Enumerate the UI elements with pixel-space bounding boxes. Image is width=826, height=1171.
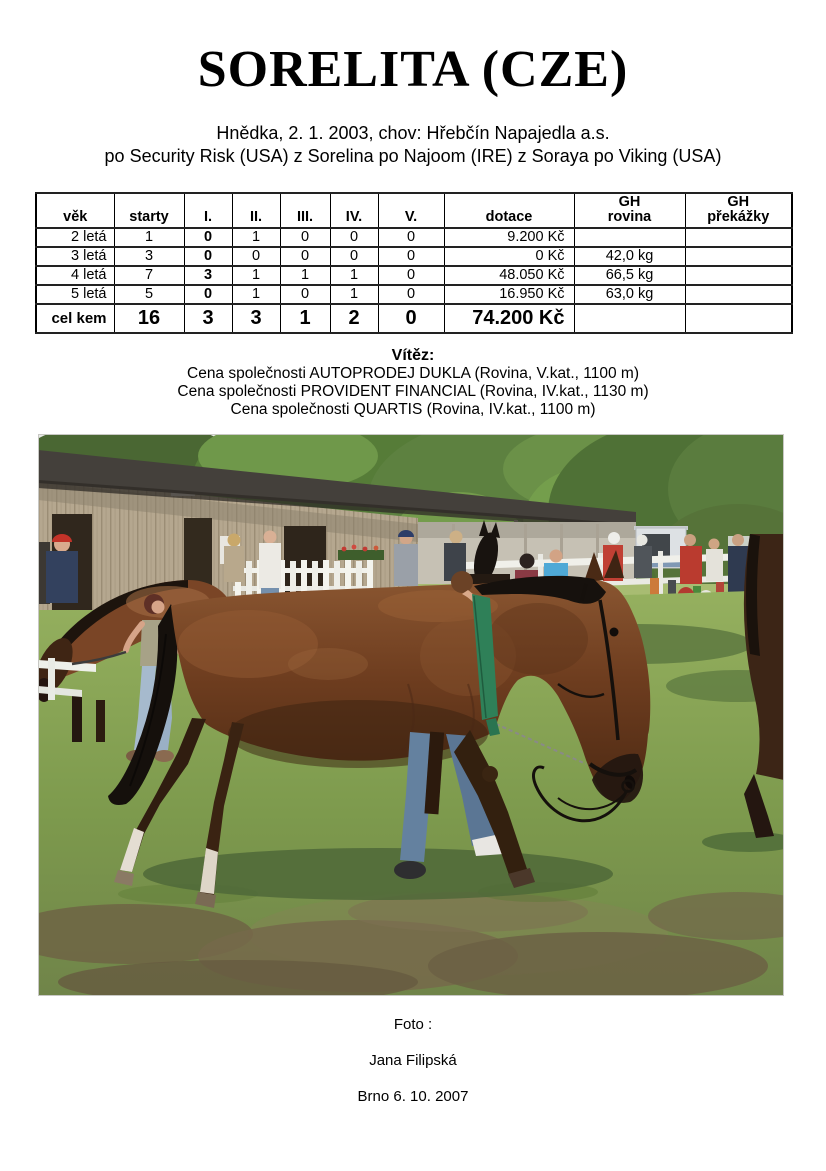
col-header-vek: věk [36, 193, 114, 228]
stats-cell: 16.950 Kč [444, 285, 574, 304]
stats-cell: 0 [378, 266, 444, 285]
stats-header-row [36, 193, 792, 228]
stats-cell: 0 [378, 285, 444, 304]
stats-cell [574, 228, 685, 247]
winner-race: Cena společnosti PROVIDENT FINANCIAL (Rovina, IV.kat., 1130 m) [177, 383, 649, 400]
col-header-dotace: dotace [444, 193, 574, 228]
pedigree-line: po Security Risk (USA) z Sorelina po Najoom (IRE) z Soraya po Viking (USA) [104, 146, 722, 166]
stats-cell: 3 [114, 247, 184, 266]
col-header-i: I. [184, 193, 232, 228]
horse-info-line: Hnědka, 2. 1. 2003, chov: Hřebčín Napajedla a.s. [216, 123, 610, 143]
stats-cell: 1 [280, 266, 330, 285]
career-stats-table [35, 192, 793, 334]
stats-cell: 7 [114, 266, 184, 285]
stats-cell: 42,0 kg [574, 247, 685, 266]
stats-cell [685, 304, 792, 333]
stats-cell: 0 [378, 304, 444, 333]
col-header-ii: II. [232, 193, 280, 228]
stats-cell: 0 [378, 228, 444, 247]
place-and-date: Brno 6. 10. 2007 [357, 1088, 469, 1105]
stats-cell: 5 [114, 285, 184, 304]
stats-cell: 2 [330, 304, 378, 333]
stats-cell: 3 [184, 266, 232, 285]
winners-section [0, 346, 826, 419]
stats-total-row [36, 304, 792, 333]
stats-cell: 1 [232, 228, 280, 247]
col-header-line2: rovina [607, 209, 652, 225]
stats-cell: 2 letá [36, 228, 114, 247]
stats-cell: 1 [232, 285, 280, 304]
stats-cell: 0 [280, 247, 330, 266]
stats-cell: 0 [280, 228, 330, 247]
stats-cell [574, 304, 685, 333]
stats-cell: 0 [280, 285, 330, 304]
stats-cell: 0 [232, 247, 280, 266]
stats-cell: 9.200 Kč [444, 228, 574, 247]
col-header-starty: starty [114, 193, 184, 228]
col-header-gh-rovina [574, 193, 685, 228]
stats-cell: 0 [184, 247, 232, 266]
stats-cell [685, 247, 792, 266]
stats-cell: 63,0 kg [574, 285, 685, 304]
col-header-gh-prekazky [685, 193, 792, 228]
stats-cell: cel kem [36, 304, 114, 333]
stats-cell: 5 letá [36, 285, 114, 304]
stats-cell: 1 [232, 266, 280, 285]
stats-cell: 66,5 kg [574, 266, 685, 285]
photo-credit-label: Foto : [393, 1016, 433, 1033]
stats-cell: 0 [184, 228, 232, 247]
stats-cell: 0 [378, 247, 444, 266]
winners-heading: Vítěz: [391, 347, 435, 364]
stats-cell [685, 285, 792, 304]
stats-cell: 0 [330, 228, 378, 247]
stats-cell: 3 letá [36, 247, 114, 266]
col-header-line2: překážky [707, 209, 770, 225]
stats-cell: 1 [330, 285, 378, 304]
stats-row-2-leta [36, 228, 792, 247]
col-header-iii: III. [280, 193, 330, 228]
stats-cell: 0 Kč [444, 247, 574, 266]
winner-race: Cena společnosti QUARTIS (Rovina, IV.kat., 1100 m) [230, 401, 596, 418]
stats-cell: 1 [280, 304, 330, 333]
winner-race: Cena společnosti AUTOPRODEJ DUKLA (Rovina, V.kat., 1100 m) [187, 365, 639, 382]
stats-cell: 1 [330, 266, 378, 285]
stats-cell: 16 [114, 304, 184, 333]
photographer-name: Jana Filipská [369, 1052, 457, 1069]
stats-cell [685, 266, 792, 285]
stats-row-3-leta [36, 247, 792, 266]
stats-cell: 3 [232, 304, 280, 333]
horse-photo [38, 434, 784, 996]
stats-cell: 4 letá [36, 266, 114, 285]
stats-cell: 0 [330, 247, 378, 266]
stats-row-4-leta [36, 266, 792, 285]
col-header-line1: GH [727, 194, 750, 210]
col-header-line1: GH [618, 194, 641, 210]
col-header-v: V. [378, 193, 444, 228]
stats-cell: 1 [114, 228, 184, 247]
stats-row-5-leta [36, 285, 792, 304]
stats-cell: 3 [184, 304, 232, 333]
col-header-iv: IV. [330, 193, 378, 228]
stats-cell: 0 [184, 285, 232, 304]
stats-cell [685, 228, 792, 247]
page-title: SORELITA (CZE) [197, 41, 629, 98]
paddock-scene [38, 434, 784, 996]
stats-cell: 74.200 Kč [444, 304, 574, 333]
stats-cell: 48.050 Kč [444, 266, 574, 285]
